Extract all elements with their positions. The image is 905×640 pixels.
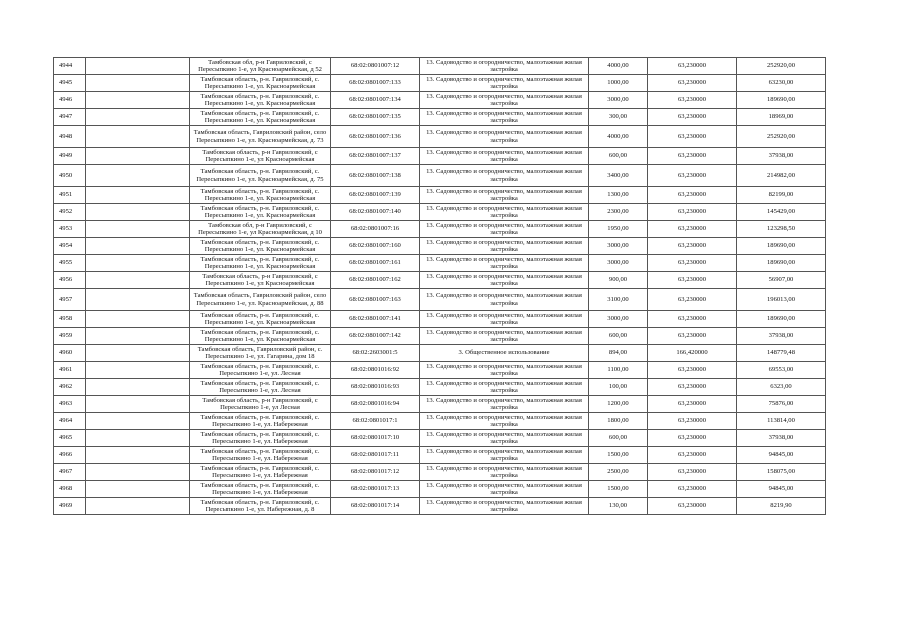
- row-number-cell: 4968: [54, 481, 86, 498]
- blank-cell: [86, 238, 190, 255]
- address-cell: Тамбовская область, р-н. Гавриловский, с. Пересыпкино 1-е, ул. Красноармейская, д. 75: [190, 165, 331, 187]
- cadastral-value-cell: 189690,00: [737, 311, 826, 328]
- table-body: [54, 58, 826, 515]
- cadastral-number-cell: 68:02:0801007:139: [331, 187, 420, 204]
- cadastral-number-cell: 68:02:0801007:160: [331, 238, 420, 255]
- address-cell: Тамбовская область, р-н. Гавриловский, с. Пересыпкино 1-е, ул. Набережная: [190, 430, 331, 447]
- area-cell: 1200,00: [589, 396, 648, 413]
- area-cell: 600,00: [589, 148, 648, 165]
- address-cell: Тамбовская область, Гавриловский район, село Пересыпкино 1-е, ул. Красноармейская, д. 73: [190, 126, 331, 148]
- address-cell: Тамбовская область, р-н. Гавриловский, с. Пересыпкино 1-е, ул. Набережная: [190, 413, 331, 430]
- area-cell: 3100,00: [589, 289, 648, 311]
- cadastral-rate-cell: 63,230000: [648, 92, 737, 109]
- cadastral-rate-cell: 63,230000: [648, 396, 737, 413]
- address-cell: Тамбовская область, р-н Гавриловский, с Пересыпкино 1-е, ул Лесная: [190, 396, 331, 413]
- address-cell: Тамбовская область, р-н. Гавриловский, с. Пересыпкино 1-е, ул. Красноармейская: [190, 204, 331, 221]
- cadastral-value-cell: 6323,00: [737, 379, 826, 396]
- cadastral-rate-cell: 63,230000: [648, 204, 737, 221]
- blank-cell: [86, 328, 190, 345]
- area-cell: 3000,00: [589, 311, 648, 328]
- cadastral-value-cell: 37938,00: [737, 430, 826, 447]
- address-cell: Тамбовская область, р-н. Гавриловский, с. Пересыпкино 1-е, ул. Набережная: [190, 447, 331, 464]
- table-row: [54, 238, 826, 255]
- area-cell: 3000,00: [589, 92, 648, 109]
- land-use-cell: 13. Садоводство и огородничество, малоэтажная жилая застройка: [420, 464, 589, 481]
- table-row: [54, 447, 826, 464]
- cadastral-number-cell: 68:02:0801017:10: [331, 430, 420, 447]
- area-cell: 1800,00: [589, 413, 648, 430]
- land-use-cell: 13. Садоводство и огородничество, малоэтажная жилая застройка: [420, 109, 589, 126]
- cadastral-value-cell: 252920,00: [737, 58, 826, 75]
- area-cell: 2300,00: [589, 204, 648, 221]
- cadastral-rate-cell: 166,420000: [648, 345, 737, 362]
- land-use-cell: 3. Общественное использование: [420, 345, 589, 362]
- cadastral-value-cell: 94845,00: [737, 447, 826, 464]
- address-cell: Тамбовская область, р-н. Гавриловский, с. Пересыпкино 1-е, ул. Красноармейская: [190, 109, 331, 126]
- area-cell: 1000,00: [589, 75, 648, 92]
- address-cell: Тамбовская область, р-н. Гавриловский, с. Пересыпкино 1-е, ул. Лесная: [190, 362, 331, 379]
- cadastral-value-cell: 82199,00: [737, 187, 826, 204]
- address-cell: Тамбовская область, р-н. Гавриловский, с. Пересыпкино 1-е, ул. Набережная: [190, 481, 331, 498]
- blank-cell: [86, 498, 190, 515]
- address-cell: Тамбовская область, р-н. Гавриловский, с. Пересыпкино 1-е, ул. Красноармейская: [190, 238, 331, 255]
- table-row: [54, 362, 826, 379]
- cadastral-value-cell: 63230,00: [737, 75, 826, 92]
- land-use-cell: 13. Садоводство и огородничество, малоэтажная жилая застройка: [420, 75, 589, 92]
- cadastral-value-cell: 113814,00: [737, 413, 826, 430]
- cadastral-rate-cell: 63,230000: [648, 75, 737, 92]
- table-row: [54, 379, 826, 396]
- blank-cell: [86, 255, 190, 272]
- land-use-cell: 13. Садоводство и огородничество, малоэтажная жилая застройка: [420, 187, 589, 204]
- row-number-cell: 4967: [54, 464, 86, 481]
- cadastral-number-cell: 68:02:0801007:142: [331, 328, 420, 345]
- cadastral-value-cell: 94845,00: [737, 481, 826, 498]
- land-use-cell: 13. Садоводство и огородничество, малоэтажная жилая застройка: [420, 238, 589, 255]
- area-cell: 600,00: [589, 430, 648, 447]
- table-row: [54, 58, 826, 75]
- blank-cell: [86, 75, 190, 92]
- blank-cell: [86, 379, 190, 396]
- blank-cell: [86, 430, 190, 447]
- cadastral-rate-cell: 63,230000: [648, 255, 737, 272]
- land-use-cell: 13. Садоводство и огородничество, малоэтажная жилая застройка: [420, 413, 589, 430]
- land-use-cell: 13. Садоводство и огородничество, малоэтажная жилая застройка: [420, 289, 589, 311]
- address-cell: Тамбовская область, р-н Гавриловский, с Пересыпкино 1-е, ул Красноармейская: [190, 272, 331, 289]
- land-use-cell: 13. Садоводство и огородничество, малоэтажная жилая застройка: [420, 58, 589, 75]
- blank-cell: [86, 447, 190, 464]
- blank-cell: [86, 464, 190, 481]
- row-number-cell: 4960: [54, 345, 86, 362]
- table-row: [54, 498, 826, 515]
- cadastral-value-cell: 189690,00: [737, 238, 826, 255]
- row-number-cell: 4949: [54, 148, 86, 165]
- cadastral-rate-cell: 63,230000: [648, 464, 737, 481]
- table-row: [54, 396, 826, 413]
- blank-cell: [86, 481, 190, 498]
- row-number-cell: 4965: [54, 430, 86, 447]
- area-cell: 100,00: [589, 379, 648, 396]
- address-cell: Тамбовская область, р-н. Гавриловский, с. Пересыпкино 1-е, ул. Красноармейская: [190, 328, 331, 345]
- blank-cell: [86, 396, 190, 413]
- cadastral-rate-cell: 63,230000: [648, 148, 737, 165]
- address-cell: Тамбовская область, р-н. Гавриловский, с. Пересыпкино 1-е, ул. Красноармейская: [190, 255, 331, 272]
- area-cell: 894,00: [589, 345, 648, 362]
- blank-cell: [86, 204, 190, 221]
- cadastral-number-cell: 68:02:0801007:141: [331, 311, 420, 328]
- address-cell: Тамбовская область, р-н Гавриловский, с Пересыпкино 1-е, ул Красноармейская: [190, 148, 331, 165]
- blank-cell: [86, 311, 190, 328]
- row-number-cell: 4953: [54, 221, 86, 238]
- cadastral-value-cell: 18969,00: [737, 109, 826, 126]
- row-number-cell: 4957: [54, 289, 86, 311]
- cadastral-value-cell: 8219,90: [737, 498, 826, 515]
- cadastral-value-cell: 145429,00: [737, 204, 826, 221]
- cadastral-number-cell: 68:02:0801016:94: [331, 396, 420, 413]
- cadastral-number-cell: 68:02:0801007:162: [331, 272, 420, 289]
- table-row: [54, 413, 826, 430]
- cadastral-number-cell: 68:02:0801007:137: [331, 148, 420, 165]
- land-use-cell: 13. Садоводство и огородничество, малоэтажная жилая застройка: [420, 498, 589, 515]
- cadastral-value-cell: 189690,00: [737, 255, 826, 272]
- blank-cell: [86, 148, 190, 165]
- table-row: [54, 109, 826, 126]
- row-number-cell: 4959: [54, 328, 86, 345]
- cadastral-number-cell: 68:02:0801007:136: [331, 126, 420, 148]
- area-cell: 2500,00: [589, 464, 648, 481]
- area-cell: 3000,00: [589, 255, 648, 272]
- table-row: [54, 289, 826, 311]
- cadastral-value-cell: 252920,00: [737, 126, 826, 148]
- address-cell: Тамбовская область, р-н. Гавриловский, с. Пересыпкино 1-е, ул. Красноармейская: [190, 92, 331, 109]
- address-cell: Тамбовская область, р-н. Гавриловский, с. Пересыпкино 1-е, ул. Красноармейская: [190, 75, 331, 92]
- cadastral-rate-cell: 63,230000: [648, 109, 737, 126]
- cadastral-number-cell: 68:02:0801017:12: [331, 464, 420, 481]
- area-cell: 1950,00: [589, 221, 648, 238]
- land-use-cell: 13. Садоводство и огородничество, малоэтажная жилая застройка: [420, 204, 589, 221]
- blank-cell: [86, 187, 190, 204]
- table-row: [54, 148, 826, 165]
- land-use-cell: 13. Садоводство и огородничество, малоэтажная жилая застройка: [420, 362, 589, 379]
- land-use-cell: 13. Садоводство и огородничество, малоэтажная жилая застройка: [420, 126, 589, 148]
- area-cell: 3000,00: [589, 238, 648, 255]
- row-number-cell: 4952: [54, 204, 86, 221]
- row-number-cell: 4945: [54, 75, 86, 92]
- land-use-cell: 13. Садоводство и огородничество, малоэтажная жилая застройка: [420, 447, 589, 464]
- cadastral-rate-cell: 63,230000: [648, 328, 737, 345]
- address-cell: Тамбовская область, Гавриловский район, село Пересыпкино 1-е, ул. Красноармейская, д. 88: [190, 289, 331, 311]
- cadastral-number-cell: 68:02:0801007:16: [331, 221, 420, 238]
- document-page: [53, 57, 826, 515]
- cadastral-value-cell: 214982,00: [737, 165, 826, 187]
- cadastral-value-cell: 196013,00: [737, 289, 826, 311]
- cadastral-value-cell: 69553,00: [737, 362, 826, 379]
- cadastral-number-cell: 68:02:0801007:140: [331, 204, 420, 221]
- row-number-cell: 4946: [54, 92, 86, 109]
- row-number-cell: 4951: [54, 187, 86, 204]
- table-row: [54, 464, 826, 481]
- land-use-cell: 13. Садоводство и огородничество, малоэтажная жилая застройка: [420, 255, 589, 272]
- row-number-cell: 4944: [54, 58, 86, 75]
- address-cell: Тамбовская обл, р-н Гавриловский, с Пересыпкино 1-е, ул Красноармейская, д 10: [190, 221, 331, 238]
- area-cell: 1500,00: [589, 447, 648, 464]
- row-number-cell: 4947: [54, 109, 86, 126]
- table-row: [54, 345, 826, 362]
- row-number-cell: 4948: [54, 126, 86, 148]
- cadastral-number-cell: 68:02:0801007:135: [331, 109, 420, 126]
- row-number-cell: 4950: [54, 165, 86, 187]
- cadastral-number-cell: 68:02:0801016:92: [331, 362, 420, 379]
- table-row: [54, 92, 826, 109]
- blank-cell: [86, 109, 190, 126]
- cadastral-number-cell: 68:02:0801007:138: [331, 165, 420, 187]
- table-row: [54, 255, 826, 272]
- cadastral-number-cell: 68:02:0801017:14: [331, 498, 420, 515]
- area-cell: 1500,00: [589, 481, 648, 498]
- table-row: [54, 328, 826, 345]
- cadastral-number-cell: 68:02:0801017:13: [331, 481, 420, 498]
- cadastral-rate-cell: 63,230000: [648, 238, 737, 255]
- land-use-cell: 13. Садоводство и огородничество, малоэтажная жилая застройка: [420, 396, 589, 413]
- land-use-cell: 13. Садоводство и огородничество, малоэтажная жилая застройка: [420, 148, 589, 165]
- area-cell: 130,00: [589, 498, 648, 515]
- cadastral-value-cell: 189690,00: [737, 92, 826, 109]
- blank-cell: [86, 362, 190, 379]
- cadastral-number-cell: 68:02:0801007:12: [331, 58, 420, 75]
- land-use-cell: 13. Садоводство и огородничество, малоэтажная жилая застройка: [420, 481, 589, 498]
- land-use-cell: 13. Садоводство и огородничество, малоэтажная жилая застройка: [420, 165, 589, 187]
- cadastral-rate-cell: 63,230000: [648, 362, 737, 379]
- land-use-cell: 13. Садоводство и огородничество, малоэтажная жилая застройка: [420, 311, 589, 328]
- cadastral-value-cell: 158075,00: [737, 464, 826, 481]
- area-cell: 600,00: [589, 328, 648, 345]
- cadastral-rate-cell: 63,230000: [648, 311, 737, 328]
- row-number-cell: 4961: [54, 362, 86, 379]
- row-number-cell: 4962: [54, 379, 86, 396]
- cadastral-rate-cell: 63,230000: [648, 272, 737, 289]
- cadastral-value-cell: 123298,50: [737, 221, 826, 238]
- row-number-cell: 4958: [54, 311, 86, 328]
- cadastral-rate-cell: 63,230000: [648, 447, 737, 464]
- cadastral-number-cell: 68:02:0801007:133: [331, 75, 420, 92]
- blank-cell: [86, 221, 190, 238]
- land-use-cell: 13. Садоводство и огородничество, малоэтажная жилая застройка: [420, 221, 589, 238]
- address-cell: Тамбовская область, р-н. Гавриловский, с. Пересыпкино 1-е, ул. Набережная: [190, 464, 331, 481]
- cadastral-number-cell: 68:02:2603001:5: [331, 345, 420, 362]
- cadastral-rate-cell: 63,230000: [648, 413, 737, 430]
- area-cell: 4000,00: [589, 126, 648, 148]
- address-cell: Тамбовская область, р-н. Гавриловский, с. Пересыпкино 1-е, ул. Набережная, д. 8: [190, 498, 331, 515]
- cadastral-value-cell: 37938,00: [737, 148, 826, 165]
- blank-cell: [86, 126, 190, 148]
- land-use-cell: 13. Садоводство и огородничество, малоэтажная жилая застройка: [420, 328, 589, 345]
- table-row: [54, 272, 826, 289]
- land-plots-table: [53, 57, 826, 515]
- area-cell: 3400,00: [589, 165, 648, 187]
- cadastral-rate-cell: 63,230000: [648, 126, 737, 148]
- cadastral-rate-cell: 63,230000: [648, 289, 737, 311]
- area-cell: 300,00: [589, 109, 648, 126]
- row-number-cell: 4963: [54, 396, 86, 413]
- address-cell: Тамбовская область, р-н. Гавриловский, с. Пересыпкино 1-е, ул. Красноармейская: [190, 187, 331, 204]
- land-use-cell: 13. Садоводство и огородничество, малоэтажная жилая застройка: [420, 92, 589, 109]
- cadastral-rate-cell: 63,230000: [648, 481, 737, 498]
- blank-cell: [86, 345, 190, 362]
- land-use-cell: 13. Садоводство и огородничество, малоэтажная жилая застройка: [420, 272, 589, 289]
- cadastral-rate-cell: 63,230000: [648, 379, 737, 396]
- row-number-cell: 4969: [54, 498, 86, 515]
- table-row: [54, 165, 826, 187]
- area-cell: 900,00: [589, 272, 648, 289]
- land-use-cell: 13. Садоводство и огородничество, малоэтажная жилая застройка: [420, 379, 589, 396]
- cadastral-number-cell: 68:02:0801016:93: [331, 379, 420, 396]
- table-row: [54, 430, 826, 447]
- row-number-cell: 4966: [54, 447, 86, 464]
- address-cell: Тамбовская обл, р-н Гавриловский, с Пересыпкино 1-е, ул Красноармейская, д 52: [190, 58, 331, 75]
- blank-cell: [86, 413, 190, 430]
- cadastral-number-cell: 68:02:0801017:1: [331, 413, 420, 430]
- table-row: [54, 311, 826, 328]
- cadastral-value-cell: 75876,00: [737, 396, 826, 413]
- cadastral-rate-cell: 63,230000: [648, 58, 737, 75]
- blank-cell: [86, 289, 190, 311]
- cadastral-number-cell: 68:02:0801007:161: [331, 255, 420, 272]
- table-row: [54, 221, 826, 238]
- cadastral-number-cell: 68:02:0801007:163: [331, 289, 420, 311]
- blank-cell: [86, 165, 190, 187]
- table-row: [54, 126, 826, 148]
- land-use-cell: 13. Садоводство и огородничество, малоэтажная жилая застройка: [420, 430, 589, 447]
- row-number-cell: 4955: [54, 255, 86, 272]
- cadastral-rate-cell: 63,230000: [648, 165, 737, 187]
- address-cell: Тамбовская область, р-н. Гавриловский, с. Пересыпкино 1-е, ул. Лесная: [190, 379, 331, 396]
- cadastral-rate-cell: 63,230000: [648, 430, 737, 447]
- area-cell: 1300,00: [589, 187, 648, 204]
- row-number-cell: 4956: [54, 272, 86, 289]
- address-cell: Тамбовская область, Гавриловский район, с. Пересыпкино 1-е, ул. Гагарина, дом 18: [190, 345, 331, 362]
- table-row: [54, 187, 826, 204]
- area-cell: 4000,00: [589, 58, 648, 75]
- blank-cell: [86, 272, 190, 289]
- table-row: [54, 481, 826, 498]
- table-row: [54, 204, 826, 221]
- blank-cell: [86, 92, 190, 109]
- cadastral-number-cell: 68:02:0801007:134: [331, 92, 420, 109]
- table-row: [54, 75, 826, 92]
- blank-cell: [86, 58, 190, 75]
- cadastral-rate-cell: 63,230000: [648, 498, 737, 515]
- cadastral-value-cell: 37938,00: [737, 328, 826, 345]
- cadastral-rate-cell: 63,230000: [648, 221, 737, 238]
- cadastral-value-cell: 56907,00: [737, 272, 826, 289]
- cadastral-number-cell: 68:02:0801017:11: [331, 447, 420, 464]
- cadastral-value-cell: 148779,48: [737, 345, 826, 362]
- row-number-cell: 4964: [54, 413, 86, 430]
- row-number-cell: 4954: [54, 238, 86, 255]
- area-cell: 1100,00: [589, 362, 648, 379]
- cadastral-rate-cell: 63,230000: [648, 187, 737, 204]
- address-cell: Тамбовская область, р-н. Гавриловский, с. Пересыпкино 1-е, ул. Красноармейская: [190, 311, 331, 328]
